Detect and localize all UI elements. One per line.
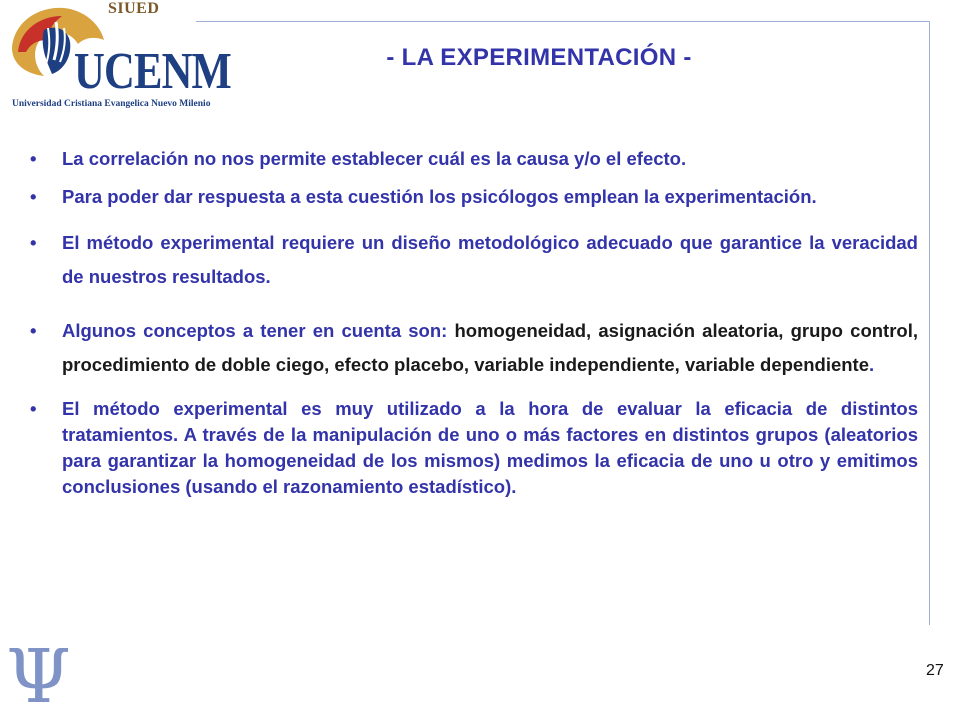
bullet-end-punctuation: . [869, 354, 875, 375]
bullet-item [30, 396, 918, 500]
bullet-text: El método experimental es muy utilizado a la hora de evaluar la eficacia de distintos tratamientos. A través de la manipulación de uno o más factores en distintos grupos (aleatorios para garantizar la homogeneidad de los mismos) medimos la eficacia de uno u otro y emitimos conclusiones (usando el razonamiento estadístico). [62, 398, 918, 497]
logo-name-text: UCENM [74, 43, 231, 100]
bullet-icon: • [30, 148, 37, 169]
bullet-text: El método experimental requiere un diseño metodológico adecuado que garantice la veracidad de nuestros resultados. [62, 232, 918, 287]
logo-tagline: Universidad Cristiana Evangelica Nuevo Milenio [12, 99, 211, 109]
bullet-text: La correlación no nos permite establecer cuál es la causa y/o el efecto. [62, 148, 687, 169]
bullet-list [30, 146, 918, 500]
bullet-icon: • [30, 232, 37, 253]
logo-brand-text: SIUED [108, 0, 160, 17]
bullet-icon: • [30, 186, 37, 207]
bullet-key-terms: homogeneidad, asignación aleatoria, grupo control, procedimiento de doble ciego, efecto placebo, variable independiente, variable dependiente [62, 320, 918, 375]
bullet-item [30, 184, 918, 210]
bullet-intro-text: Algunos conceptos a tener en cuenta son: [62, 320, 455, 341]
slide-title: - LA EXPERIMENTACIÓN - [386, 44, 692, 71]
psi-symbol-icon: Ψ [6, 634, 71, 720]
bullet-item [30, 226, 918, 294]
bullet-text: Para poder dar respuesta a esta cuestión los psicólogos emplean la experimentación. [62, 186, 817, 207]
university-logo [4, 0, 231, 116]
bullet-icon: • [30, 398, 37, 419]
bullet-item [30, 314, 918, 382]
frame-right-rule [929, 21, 930, 625]
page-number: 27 [926, 662, 944, 679]
bullet-icon: • [30, 320, 37, 341]
frame-top-rule [196, 21, 930, 22]
bullet-item [30, 146, 918, 172]
